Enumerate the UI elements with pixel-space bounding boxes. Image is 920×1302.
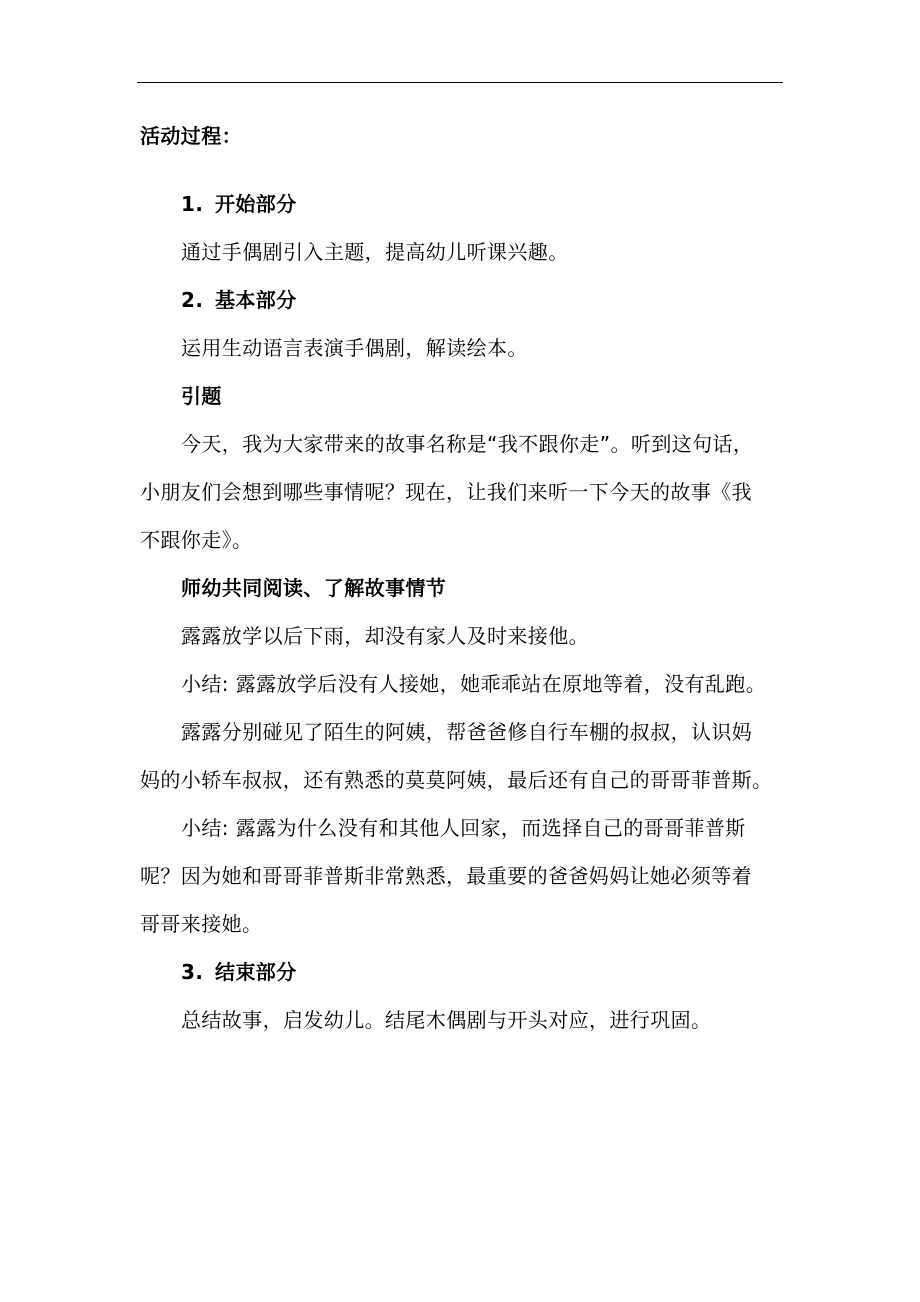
- reading-heading: 师幼共同阅读、了解故事情节: [181, 576, 447, 600]
- part1-heading: [181, 190, 297, 218]
- summary-paragraph-2-line-3: 哥哥来接她。: [140, 912, 263, 936]
- section-title: 活动过程：: [140, 124, 242, 148]
- part3-heading-text: 结束部分: [215, 960, 297, 984]
- part3-text: 总结故事，启发幼儿。结尾木偶剧与开头对应，进行巩固。: [181, 1008, 712, 1032]
- summary-paragraph-2-line-2: 呢？因为她和哥哥菲普斯非常熟悉，最重要的爸爸妈妈让她必须等着: [140, 864, 752, 888]
- part1-text: 通过手偶剧引入主题，提高幼儿听课兴趣。: [181, 240, 569, 264]
- part1-heading-text: 开始部分: [215, 192, 297, 216]
- summary-paragraph-1: 小结: 露露放学后没有人接她，她乖乖站在原地等着，没有乱跑。: [181, 672, 767, 696]
- intro-paragraph-line-1: 今天，我为大家带来的故事名称是“我不跟你走”。听到这句话，: [181, 432, 754, 456]
- part3-number: 3.: [181, 960, 204, 984]
- story-paragraph-1: 露露放学以后下雨，却没有家人及时来接他。: [181, 624, 589, 648]
- part1-number: 1.: [181, 192, 204, 216]
- intro-paragraph-line-2: 小朋友们会想到哪些事情呢？现在，让我们来听一下今天的故事《我: [140, 480, 752, 504]
- part3-heading: [181, 958, 297, 986]
- summary-paragraph-2-line-1: 小结: 露露为什么没有和其他人回家，而选择自己的哥哥菲普斯: [181, 816, 746, 840]
- header-rule: [137, 82, 783, 83]
- part2-heading: [181, 286, 297, 314]
- part2-heading-text: 基本部分: [215, 288, 297, 312]
- story-paragraph-2-line-1: 露露分别碰见了陌生的阿姨，帮爸爸修自行车棚的叔叔，认识妈: [181, 720, 753, 744]
- intro-paragraph-line-3: 不跟你走》。: [140, 528, 253, 552]
- intro-heading: 引题: [181, 384, 222, 408]
- story-paragraph-2-line-2: 妈的小轿车叔叔，还有熟悉的莫莫阿姨，最后还有自己的哥哥菲普斯。: [140, 768, 773, 792]
- part2-number: 2.: [181, 288, 204, 312]
- part2-text: 运用生动语言表演手偶剧，解读绘本。: [181, 336, 528, 360]
